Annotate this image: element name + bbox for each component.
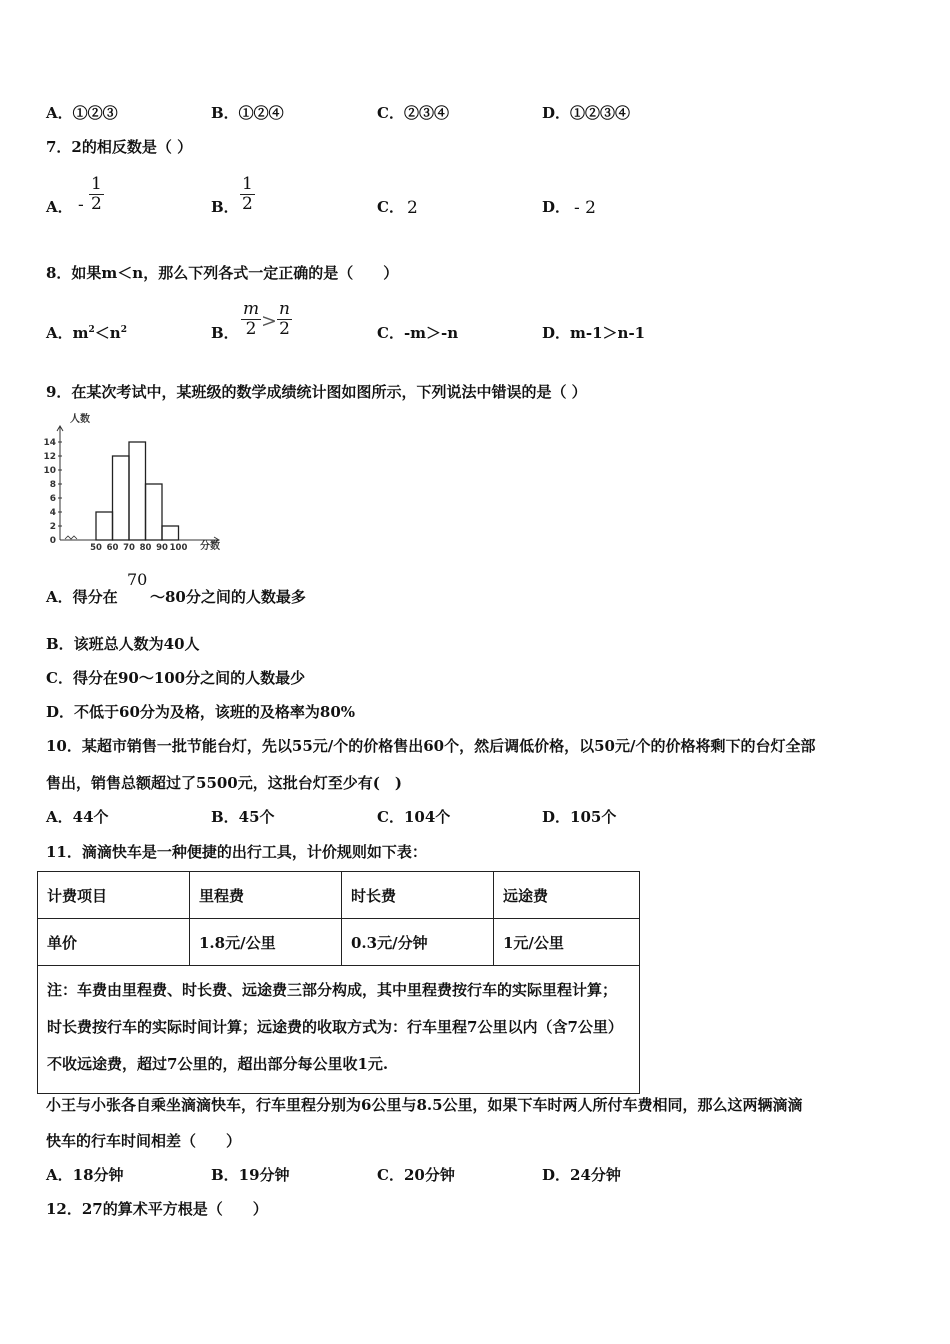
q8-option-d: D．m-1＞n-1 — [542, 324, 646, 342]
q10-option-c: C．104个 — [377, 808, 451, 826]
fare-header-long-distance: 远途费 — [494, 872, 640, 919]
q10-option-a: A．44个 — [46, 808, 109, 826]
q8-a-base: A．m — [46, 324, 89, 342]
histogram-y-label: 人数 — [70, 414, 90, 425]
q11-body-line-2: 快车的行车时间相差（ ） — [46, 1132, 242, 1150]
q8-option-b-label: B． — [211, 324, 239, 342]
q8-option-b-operator: > — [261, 310, 277, 332]
q9-option-a-suffix: ～80分之间的人数最多 — [150, 588, 306, 606]
histogram-bar-70-80 — [129, 442, 146, 540]
histogram-bar-50-60 — [96, 512, 113, 540]
q7-option-c-label: C． — [377, 198, 404, 216]
q11-option-d: D．24分钟 — [542, 1166, 621, 1184]
q11-option-a: A．18分钟 — [46, 1166, 124, 1184]
q9-option-b: B．该班总人数为40人 — [46, 635, 200, 653]
q11-stem: 11．滴滴快车是一种便捷的出行工具，计价规则如下表： — [46, 843, 427, 861]
histogram-bar-90-100 — [162, 526, 179, 540]
q6-option-a: A．①②③ — [46, 104, 118, 122]
histogram-y-tick-label: 12 — [43, 452, 56, 462]
fare-header-item: 计费项目 — [38, 872, 190, 919]
q8-option-b-fraction-1 — [241, 300, 261, 339]
histogram-x-tick-label: 80 — [139, 543, 152, 553]
fare-price-long-distance: 1元/公里 — [494, 919, 640, 966]
q10-option-b: B．45个 — [211, 808, 275, 826]
q9-option-a-prefix: A．得分在 — [46, 588, 118, 606]
histogram-x-tick-label: 50 — [90, 543, 102, 553]
q7-option-a-label: A． — [46, 198, 73, 216]
histogram-y-tick-label: 8 — [49, 480, 56, 490]
fare-price-mileage: 1.8元/公里 — [190, 919, 342, 966]
q6-option-b: B．①②④ — [211, 104, 284, 122]
fare-table-note-row — [38, 966, 640, 1094]
histogram-bar-80-90 — [146, 484, 163, 540]
histogram-bar-60-70 — [113, 456, 130, 540]
q8-a-exponent: 2 — [88, 325, 95, 335]
q6-option-c: C．②③④ — [377, 104, 449, 122]
fare-table — [37, 871, 640, 1094]
histogram-y-tick-label: 14 — [43, 438, 56, 448]
q7-option-a-fraction — [89, 175, 104, 214]
histogram-x-tick-label: 70 — [123, 543, 135, 553]
fare-header-mileage: 里程费 — [190, 872, 342, 919]
q11-option-b: B．19分钟 — [211, 1166, 290, 1184]
q7-a-denominator: 2 — [91, 194, 102, 214]
fare-note: 注：车费由里程费、时长费、远途费三部分构成，其中里程费按行车的实际里程计算；时长费按行车的实际时间计算；远途费的收取方式为：行车里程7公里以内（含7公里）不收远途费，超过7公里的，超出部分每公里收1元. — [38, 966, 640, 1094]
q10-stem-line-2: 售出，销售总额超过了5500元，这批台灯至少有( ) — [46, 774, 402, 792]
histogram-x-label: 分数 — [200, 541, 220, 552]
q7-option-c-value: 2 — [407, 198, 418, 218]
q9-stem: 9．在某次考试中，某班级的数学成绩统计图如图所示，下列说法中错误的是（ ） — [46, 383, 587, 401]
q9-option-c: C．得分在90～100分之间的人数最少 — [46, 669, 306, 687]
q11-body-line-1: 小王与小张各自乘坐滴滴快车，行车里程分别为6公里与8.5公里，如果下车时两人所付车费相同，那么这两辆滴滴 — [46, 1096, 803, 1114]
q7-option-b-label: B． — [211, 198, 239, 216]
q9-histogram — [40, 409, 230, 557]
q8-a-exponent-2: 2 — [120, 325, 127, 335]
fare-price-label: 单价 — [38, 919, 190, 966]
q8-b-denominator-1: 2 — [245, 319, 257, 339]
q7-stem: 7．2的相反数是（ ） — [46, 138, 193, 156]
histogram-x-tick-label: 60 — [106, 543, 119, 553]
q7-option-d-label: D． — [542, 198, 571, 216]
q7-option-d-value: - 2 — [574, 198, 596, 218]
q8-option-a — [46, 322, 127, 343]
histogram-y-tick-label: 4 — [49, 508, 56, 518]
q8-b-numerator-1: m — [243, 299, 260, 319]
q6-option-d: D．①②③④ — [542, 104, 631, 122]
histogram-y-tick-label: 10 — [43, 466, 56, 476]
q8-b-numerator-2: n — [279, 299, 290, 319]
q9-option-d: D．不低于60分为及格，该班的及格率为80% — [46, 703, 356, 721]
histogram-x-tick-label: 90 — [156, 543, 168, 553]
histogram-x-tick-label: 100 — [169, 543, 188, 553]
q10-stem-line-1: 10．某超市销售一批节能台灯，先以55元/个的价格售出60个，然后调低价格，以50元/个的价格将剩下的台灯全部 — [46, 737, 816, 755]
fare-table-header-row — [38, 872, 640, 919]
q8-stem: 8．如果m＜n，那么下列各式一定正确的是（ ） — [46, 264, 399, 282]
histogram-y-tick-label: 0 — [49, 536, 56, 546]
q7-b-denominator: 2 — [242, 194, 253, 214]
histogram-y-tick-label: 2 — [49, 522, 56, 532]
q7-option-b-fraction — [240, 175, 255, 214]
histogram-y-tick-label: 6 — [49, 494, 56, 504]
q8-option-b-fraction-2 — [277, 300, 292, 339]
fare-header-duration: 时长费 — [342, 872, 494, 919]
q7-b-numerator: 1 — [242, 174, 253, 194]
q8-option-c: C．-m＞-n — [377, 324, 459, 342]
q7-option-a-sign: - — [78, 195, 84, 215]
q7-a-numerator: 1 — [91, 174, 102, 194]
fare-price-duration: 0.3元/分钟 — [342, 919, 494, 966]
q11-option-c: C．20分钟 — [377, 1166, 455, 1184]
q8-a-relation: ＜n — [94, 324, 121, 342]
q9-option-a-raised: 70 — [127, 570, 148, 589]
q10-option-d: D．105个 — [542, 808, 617, 826]
q8-b-denominator-2: 2 — [279, 319, 290, 339]
fare-table-price-row — [38, 919, 640, 966]
histogram-axis-break — [65, 536, 77, 539]
q12-stem: 12．27的算术平方根是（ ） — [46, 1200, 268, 1218]
